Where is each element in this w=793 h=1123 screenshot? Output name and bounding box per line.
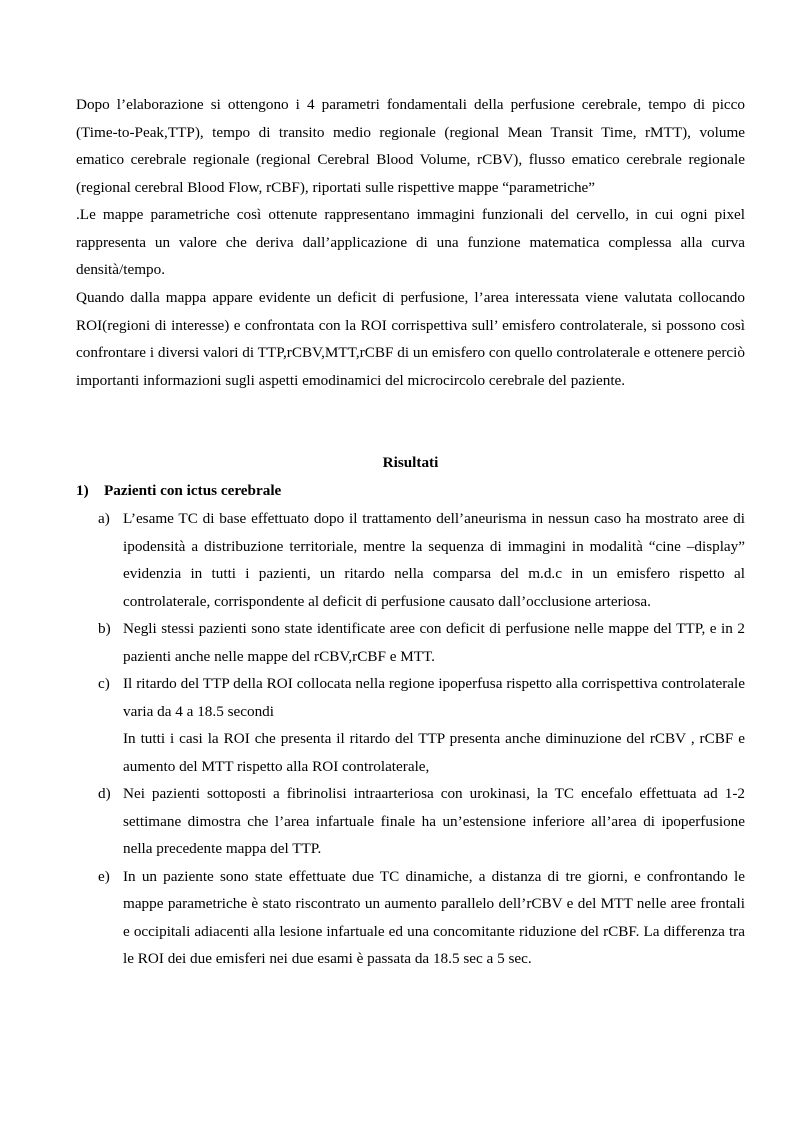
subsection-heading-text: Pazienti con ictus cerebrale bbox=[104, 482, 282, 499]
list-marker: d) bbox=[98, 785, 111, 802]
list-item-text: Nei pazienti sottoposti a fibrinolisi intraarteriosa con urokinasi, la TC encefalo effettuata ad 1-2 settimane dimostra che l’area infartuale finale ha un’estensione inferiore all’area di ipoperfusione nella precedente mappa del TTP. bbox=[123, 785, 745, 857]
list-item-text: Negli stessi pazienti sono state identificate aree con deficit di perfusione nelle mappe del TTP, e in 2 pazienti anche nelle mappe del rCBV,rCBF e MTT. bbox=[123, 620, 745, 665]
list-item bbox=[98, 505, 745, 615]
list-item bbox=[98, 863, 745, 973]
list-item-text: Il ritardo del TTP della ROI collocata nella regione ipoperfusa rispetto alla corrispettiva controlaterale varia da 4 a 18.5 secondi bbox=[123, 675, 745, 720]
paragraph-parameters: Dopo l’elaborazione si ottengono i 4 parametri fondamentali della perfusione cerebrale, tempo di picco (Time-to-Peak,TTP), tempo di transito medio regionale (regional Mean Transit Time, rMTT), volume ematico cerebrale regionale (regional Cerebral Blood Volume, rCBV), flusso ematico cerebrale regionale (regional cerebral Blood Flow, rCBF), riportati sulle rispettive mappe “parametriche” bbox=[76, 96, 745, 196]
results-list bbox=[98, 505, 745, 973]
subsection-heading bbox=[76, 477, 281, 505]
list-marker: b) bbox=[98, 620, 111, 637]
paragraph-perfusion-deficit: Quando dalla mappa appare evidente un deficit di perfusione, l’area interessata viene valutata collocando ROI(regioni di interesse) e confrontata con la ROI corrispettiva sull’ emisfero controlaterale, si possono così confrontare i diversi valori di TTP,rCBV,MTT,rCBF di un emisfero con quello controlaterale e ottenere perciò importanti informazioni sugli aspetti emodinamici del microcircolo cerebrale del paziente. bbox=[76, 289, 745, 389]
list-item bbox=[98, 615, 745, 670]
subsection-number: 1) bbox=[76, 482, 89, 499]
list-item-text: In un paziente sono state effettuate due TC dinamiche, a distanza di tre giorni, e confrontando le mappe parametriche è stato riscontrato un aumento parallelo dell’rCBV e del MTT nelle aree frontali e occipitali adiacenti alla lesione infartuale ed una concomitante riduzione del rCBF. La differenza tra le ROI dei due emisferi nei due esami è passata da 18.5 sec a 5 sec. bbox=[123, 867, 745, 967]
list-item bbox=[98, 670, 745, 780]
paragraph-parametric-maps: .Le mappe parametriche così ottenute rappresentano immagini funzionali del cervello, in cui ogni pixel rappresenta un valore che deriva dall’applicazione di una funzione matematica complessa alla curva densità/tempo. bbox=[76, 206, 745, 278]
section-title-results: Risultati bbox=[382, 454, 439, 471]
list-item-text: L’esame TC di base effettuato dopo il trattamento dell’aneurisma in nessun caso ha mostrato aree di ipodensità a distribuzione territoriale, mentre la sequenza di immagini in modalità “cine –display” evidenzia in tutti i pazienti, un ritardo nella comparsa del m.d.c in un emisfero rispetto al controlaterale, corrispondente al deficit di perfusione causato dall’occlusione arteriosa. bbox=[123, 510, 745, 610]
list-marker: c) bbox=[98, 675, 110, 692]
list-item-continuation: In tutti i casi la ROI che presenta il ritardo del TTP presenta anche diminuzione del rCBV , rCBF e aumento del MTT rispetto alla ROI controlaterale, bbox=[123, 730, 745, 775]
list-marker: e) bbox=[98, 867, 110, 885]
list-item bbox=[98, 780, 745, 863]
list-marker: a) bbox=[98, 510, 110, 527]
